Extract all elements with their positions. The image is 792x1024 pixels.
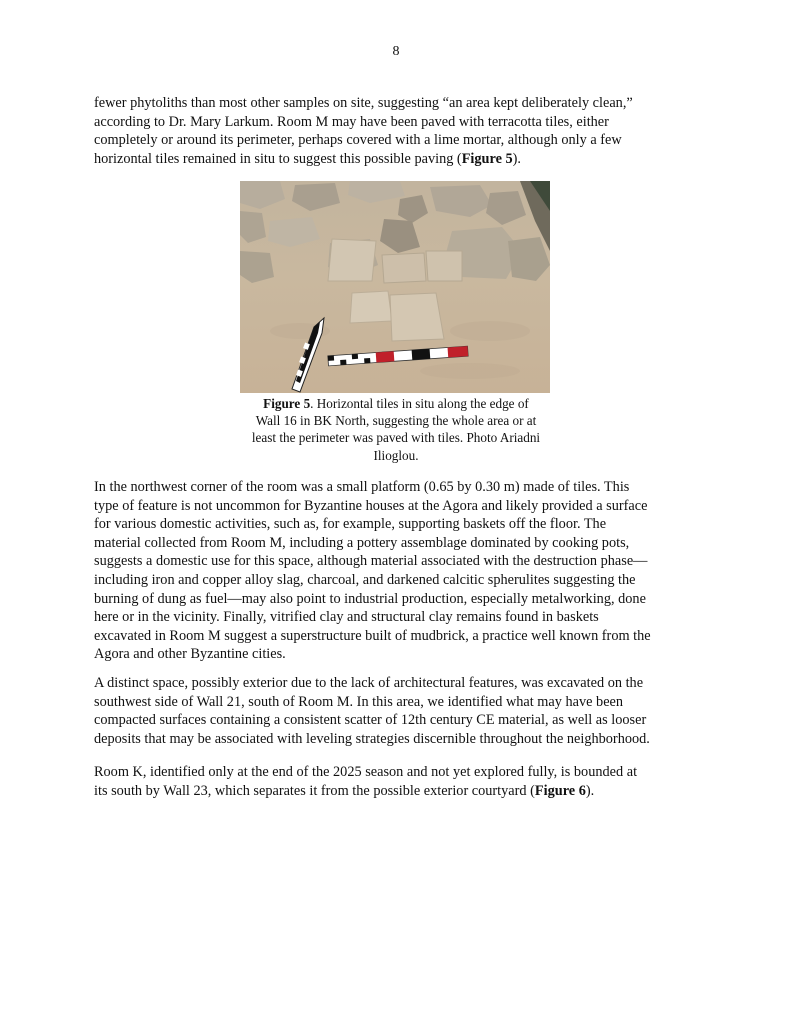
paragraph-3-line: southwest side of Wall 21, south of Room M. In this area, we identified what may have been bbox=[94, 693, 624, 710]
paragraph-2-line: here or in the vicinity. Finally, vitrified clay and structural clay remains found in baskets bbox=[94, 609, 599, 626]
figure-caption-first-line bbox=[232, 395, 560, 412]
figure-caption-line: Wall 16 in BK North, suggesting the whole area or at bbox=[255, 413, 537, 429]
figure-caption-line: least the perimeter was paved with tiles. Photo Ariadni bbox=[251, 430, 541, 446]
paragraph-3-line: A distinct space, possibly exterior due to the lack of architectural features, was excavated on the bbox=[94, 675, 644, 691]
paragraph-4-last-line bbox=[94, 782, 710, 801]
paragraph-3-line: deposits that may be associated with leveling strategies discernible throughout the neighborhood. bbox=[94, 730, 650, 747]
paragraph-4-line: Room K, identified only at the end of the 2025 season and not yet explored fully, is bounded at bbox=[94, 764, 638, 780]
paragraph-2-line: type of feature is not uncommon for Byzantine houses at the Agora and likely provided a surface bbox=[94, 497, 648, 514]
paragraph-2-line: suggests a domestic use for this space, although material associated with the destruction phase— bbox=[94, 553, 648, 570]
excavation-photo-image bbox=[240, 181, 550, 393]
page-number: 8 bbox=[392, 44, 400, 59]
figure-caption bbox=[232, 395, 560, 464]
paragraph-1-line: according to Dr. Mary Larkum. Room M may have been paved with terracotta tiles, either bbox=[94, 113, 609, 130]
paragraph-2-line: Agora and other Byzantine cities. bbox=[94, 646, 286, 663]
paragraph-2-line: excavated in Room M suggest a superstructure built of mudbrick, a practice well known from the bbox=[94, 627, 651, 644]
figure-caption-line: Ilioglou. bbox=[373, 447, 419, 463]
figure-caption-line: . Horizontal tiles in situ along the edge of bbox=[310, 396, 529, 411]
paragraph-2-line: material collected from Room M, including a pottery assemblage dominated by cooking pots, bbox=[94, 534, 630, 551]
paragraph-3 bbox=[94, 674, 710, 748]
paragraph-4-line: its south by Wall 23, which separates it from the possible exterior courtyard ( bbox=[94, 782, 535, 799]
paragraph-2-line: In the northwest corner of the room was a small platform (0.65 by 0.30 m) made of tiles. This bbox=[94, 479, 630, 495]
paragraph-2-line: including iron and copper alloy slag, charcoal, and darkened calcitic spherulites suggesting the bbox=[94, 571, 636, 588]
paragraph-2-line: burning of dung as fuel—may also point to industrial production, especially metalworking, done bbox=[94, 590, 646, 607]
paragraph-4 bbox=[94, 763, 710, 800]
paragraph-1 bbox=[94, 94, 710, 168]
paragraph-2 bbox=[94, 478, 710, 664]
paragraph-4-tail: ). bbox=[585, 782, 595, 799]
figure-label: Figure 5 bbox=[263, 396, 311, 411]
figure-5-reference: Figure 5 bbox=[461, 150, 513, 167]
paragraph-1-last-line bbox=[94, 150, 710, 169]
paragraph-1-line: completely or around its perimeter, perhaps covered with a lime mortar, although only a few bbox=[94, 132, 622, 149]
paragraph-1-tail: ). bbox=[512, 150, 522, 167]
paragraph-1-line: horizontal tiles remained in situ to suggest this possible paving ( bbox=[94, 150, 462, 167]
paragraph-2-line: for various domestic activities, such as, for example, supporting baskets off the floor. The bbox=[94, 516, 607, 533]
paragraph-1-line: fewer phytoliths than most other samples on site, suggesting “an area kept deliberately clean,” bbox=[94, 95, 633, 111]
paragraph-3-line: compacted surfaces containing a consistent scatter of 12th century CE material, as well as looser bbox=[94, 712, 647, 729]
figure-6-reference: Figure 6 bbox=[534, 782, 586, 799]
excavation-photo bbox=[240, 181, 550, 393]
